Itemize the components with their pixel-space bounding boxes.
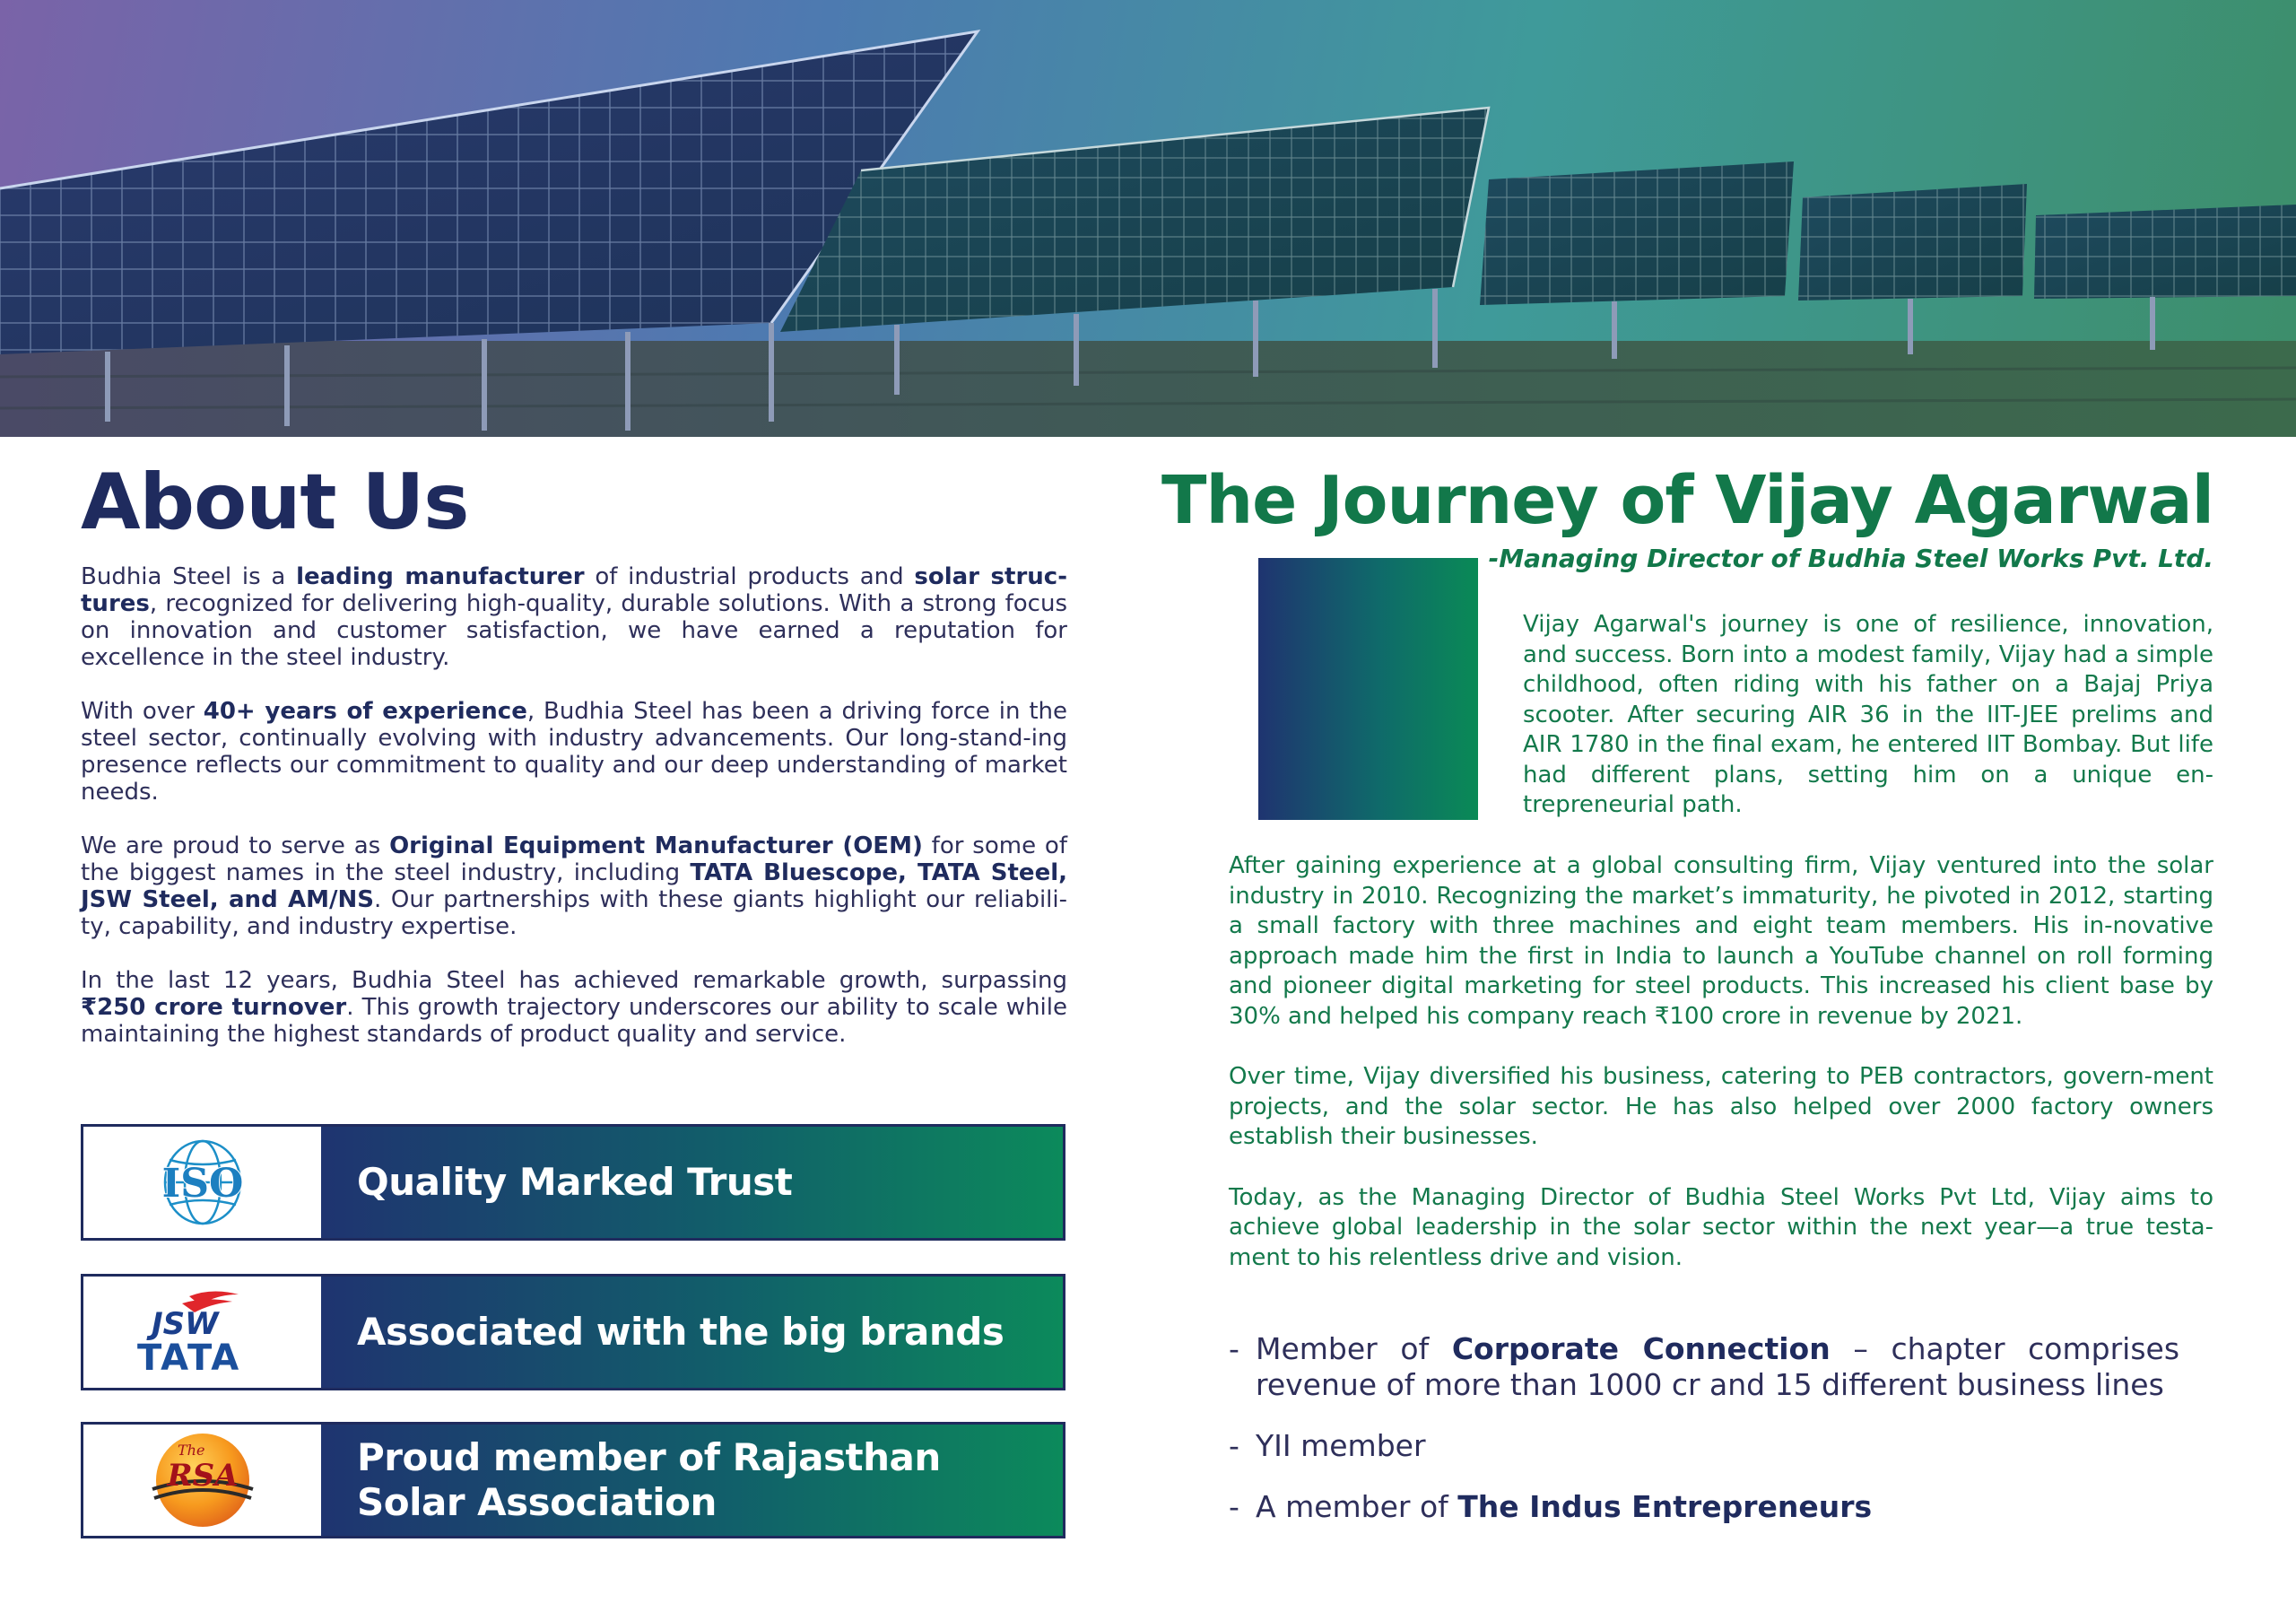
about-paragraph-1: Budhia Steel is a leading manufacturer of industrial products and solar struc-tures, recognized for delivering high-quality, durable solutions. With a strong focus on innovation and customer satisfaction, we have earned a reputation for excellence in the steel industry. (81, 563, 1067, 671)
rsa-logo (83, 1425, 321, 1536)
jsw-tata-logo (83, 1277, 321, 1388)
membership-item-tie: - A member of The Indus Entrepreneurs (1229, 1489, 1873, 1524)
jsw-tata-logo-icon (126, 1287, 279, 1377)
journey-paragraph-2: Over time, Vijay diversified his business, catering to PEB contractors, govern-ment projects, and the solar sector. He has also helped over 2000 factory owners establish their businesses. (1229, 1063, 2213, 1150)
badge-rajasthan-solar-association (81, 1422, 1065, 1538)
rsa-text: RSA (166, 1458, 239, 1494)
journey-heading: The Journey of Vijay Agarwal (1161, 462, 2213, 539)
membership-item-corporate-connection: - Member of Corporate Connection – chapter comprises revenue of more than 1000 cr and 15 different business lines (1229, 1331, 2180, 1402)
badge-label: Quality Marked Trust (357, 1160, 793, 1204)
badge-big-brands (81, 1274, 1065, 1390)
about-us-heading: About Us (81, 458, 469, 547)
decorative-gradient-block (1258, 558, 1478, 820)
about-us-body (81, 563, 1067, 1075)
journey-paragraph-3: Today, as the Managing Director of Budhia Steel Works Pvt Ltd, Vijay aims to achieve global leadership in the solar sector within the next year—a true testa-ment to his relentless drive and vision. (1229, 1183, 2213, 1271)
about-paragraph-2: With over 40+ years of experience, Budhia Steel has been a driving force in the steel sector, continually evolving with industry advancements. Our long-stand-ing presence reflects our commitment to quality and our deep understanding of market needs. (81, 698, 1068, 806)
about-paragraph-4: In the last 12 years, Budhia Steel has achieved remarkable growth, surpassing ₹250 crore turnover. This growth trajectory underscores our ability to scale while maintaining the highest standards of product quality and service. (81, 967, 1067, 1048)
rsa-the-text: The (177, 1442, 204, 1459)
journey-intro-paragraph: Vijay Agarwal's journey is one of resilience, innovation, and success. Born into a modest family, Vijay had a simple childhood, often riding with his father on a Bajaj Priya scooter. After securing AIR 36 in the IIT-JEE prelims and AIR 1780 in the final exam, he entered IIT Bombay. But life had different plans, setting him on a unique en-trepreneurial path. (1523, 611, 2213, 818)
iso-globe-icon (144, 1137, 261, 1227)
journey-subtitle: -Managing Director of Budhia Steel Works Pvt. Ltd. (1488, 544, 2213, 573)
rsa-sun-icon (140, 1426, 265, 1534)
iso-logo-text: ISO (161, 1161, 243, 1207)
about-paragraph-3: We are proud to serve as Original Equipment Manufacturer (OEM) for some of the biggest names in the steel industry, including TATA Bluescope, TATA Steel, JSW Steel, and AM/NS. Our partnerships with these giants highlight our reliabili-ty, capability, and industry expertise. (81, 832, 1068, 940)
badge-label: Proud member of Rajasthan Solar Association (357, 1435, 941, 1524)
membership-list (1229, 1331, 2179, 1550)
hero-banner-solar-panels (0, 0, 2296, 437)
journey-body (1229, 851, 2213, 1303)
solar-panel-illustration (0, 0, 2296, 437)
iso-logo (83, 1127, 321, 1238)
badge-quality-marked-trust (81, 1124, 1065, 1241)
membership-item-yii: - YII member (1229, 1428, 1426, 1463)
badge-label: Associated with the big brands (357, 1310, 1004, 1354)
jsw-text: JSW (151, 1306, 219, 1342)
journey-paragraph-1: After gaining experience at a global consulting firm, Vijay ventured into the solar industry in 2010. Recognizing the market’s immaturity, he pivoted in 2012, starting a small factory with three machines and eight team members. His in-novative approach made him the first in India to launch a YouTube channel on roll forming and pioneer digital marketing for steel products. This increased his client base by 30% and helped his company reach ₹100 crore in revenue by 2021. (1229, 852, 2213, 1030)
tata-text: TATA (136, 1338, 240, 1377)
